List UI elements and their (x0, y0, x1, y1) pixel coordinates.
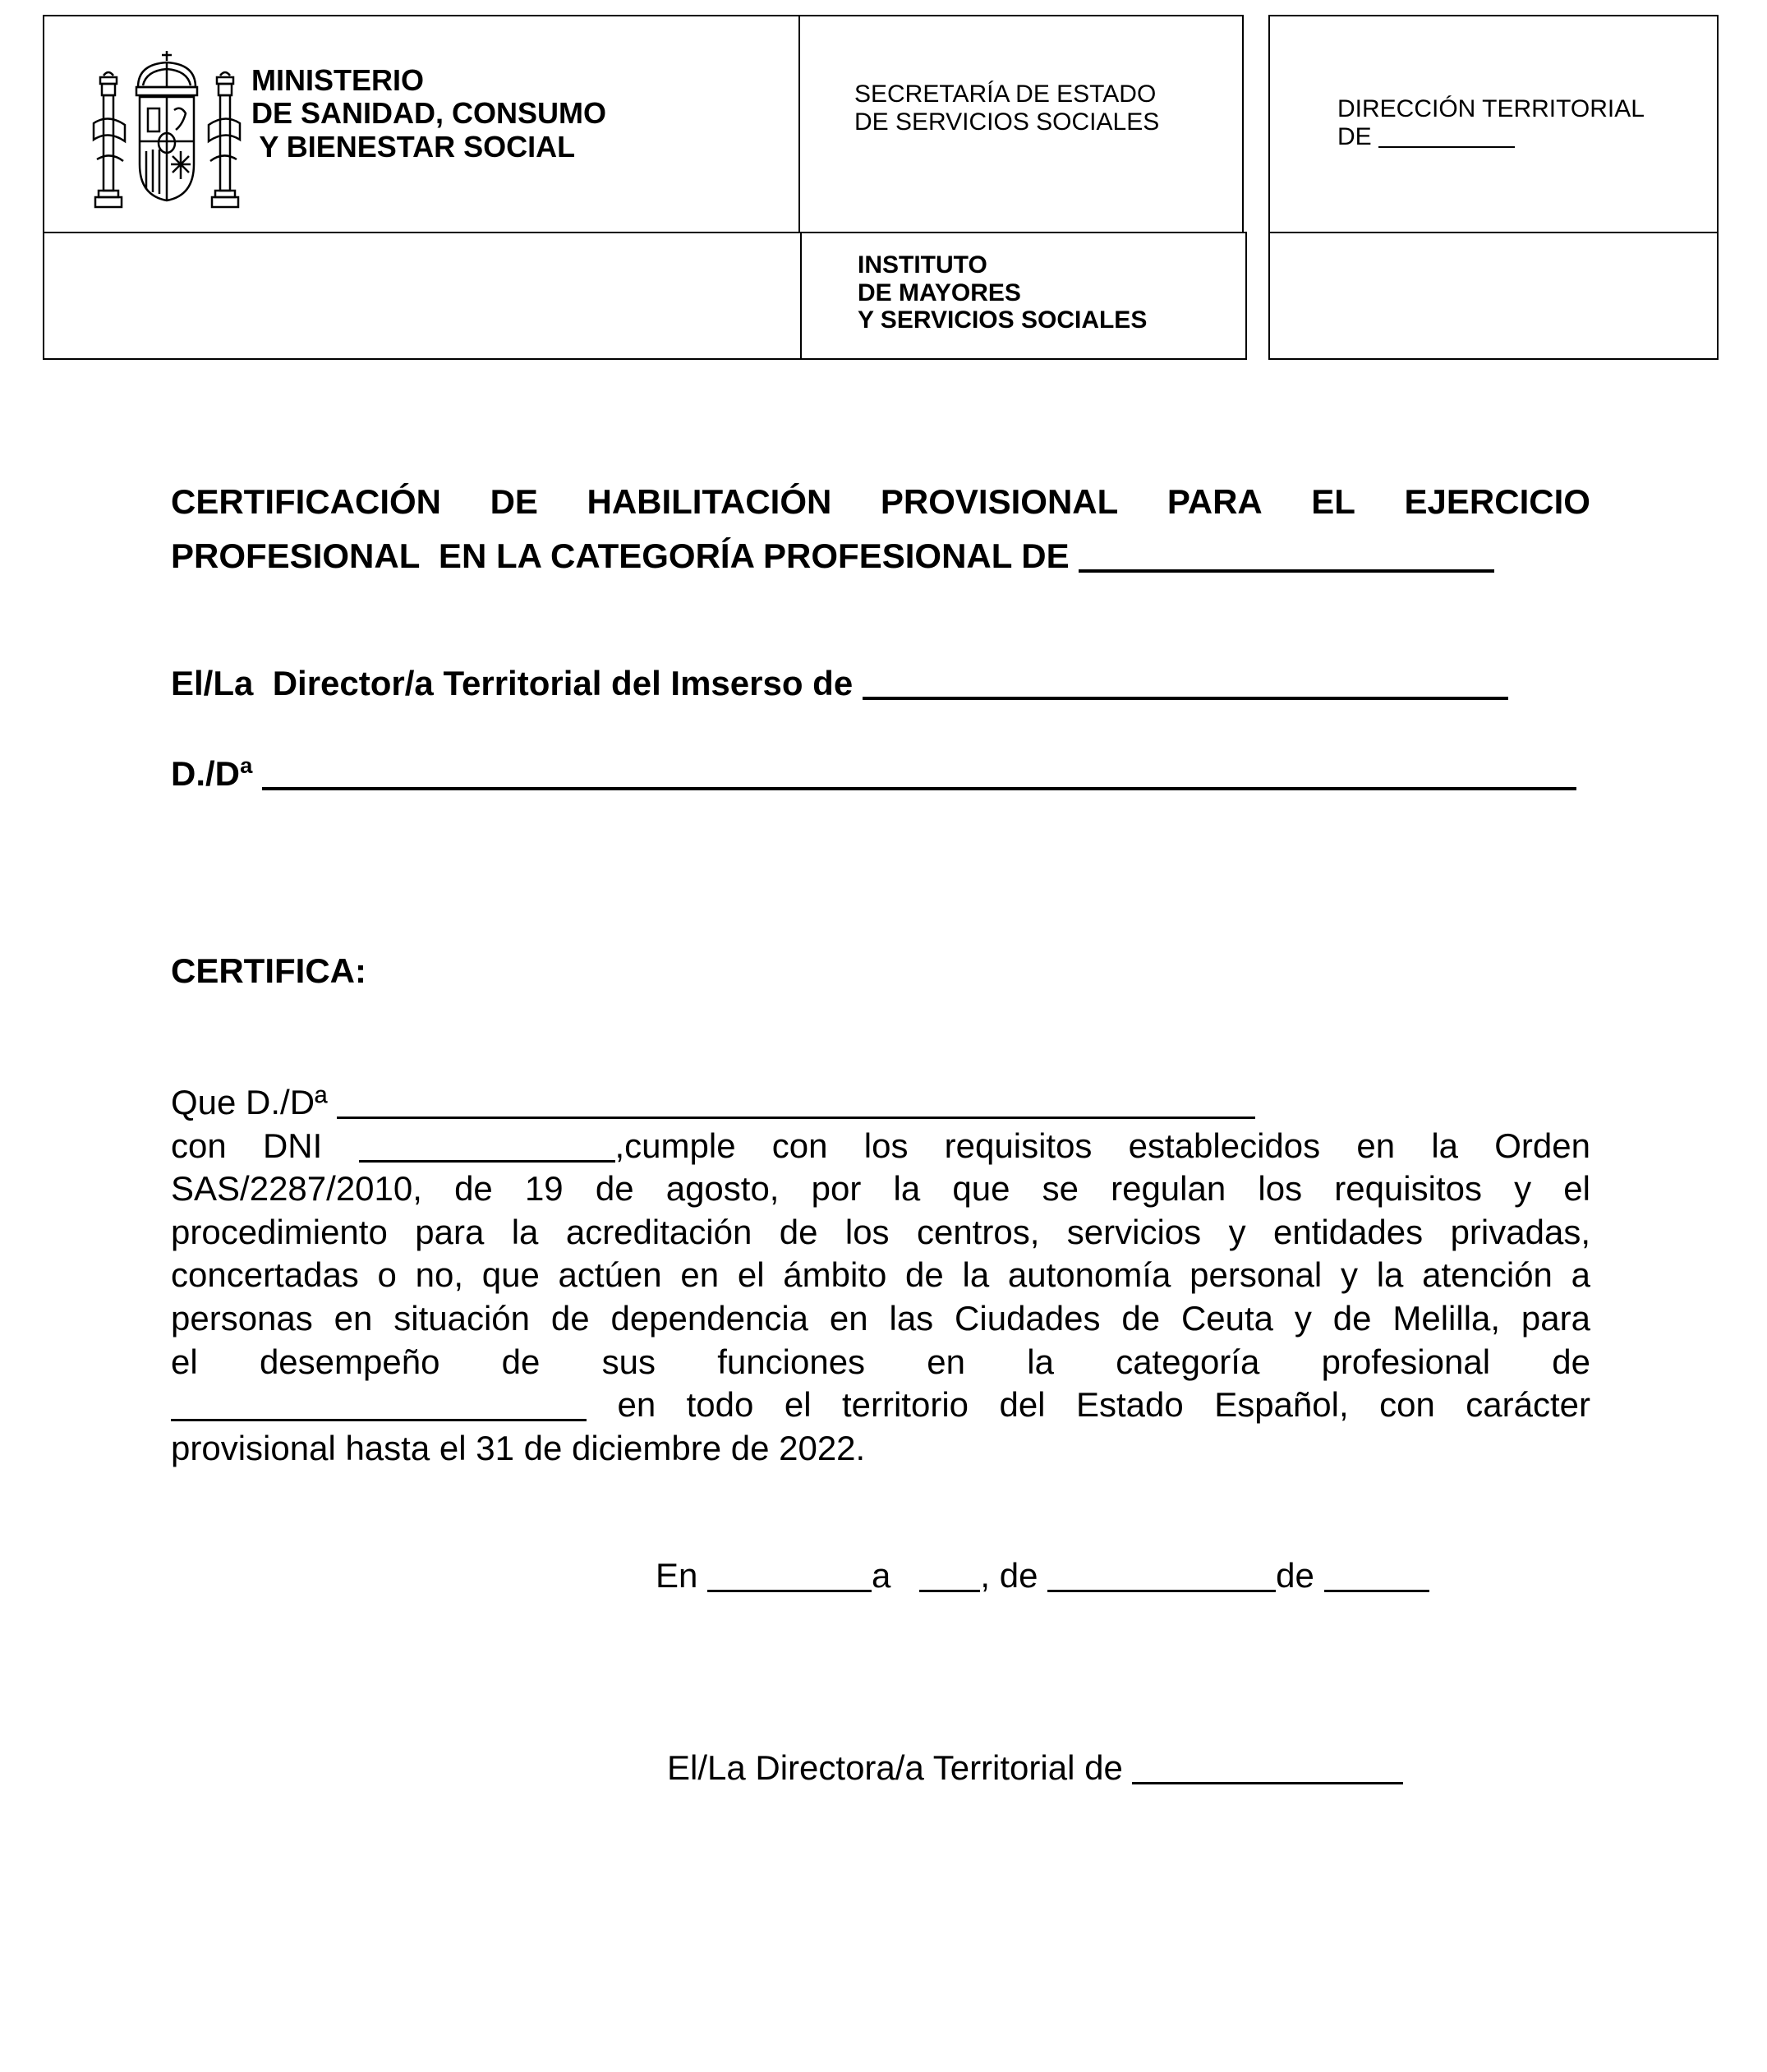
ministry-name (251, 64, 606, 163)
title-word: DE (490, 482, 538, 521)
body-line-1 (171, 1125, 1590, 1168)
date-de2-label: de (1276, 1556, 1314, 1595)
header-lower-left-box (43, 232, 802, 360)
certifica-heading: CERTIFICA: (171, 951, 366, 990)
date-line (656, 1556, 1429, 1595)
que-name-blank[interactable] (337, 1084, 1255, 1119)
direccion-line-1: DIRECCIÓN TERRITORIAL (1337, 95, 1645, 122)
dd-label: D./Dª (171, 754, 253, 793)
signature-territory-blank[interactable] (1132, 1749, 1403, 1784)
director-territory-blank[interactable] (863, 664, 1508, 700)
date-a-label: a (872, 1556, 891, 1595)
certification-body (171, 1081, 1590, 1470)
instituto-name (858, 251, 1147, 334)
body-line-5: personas en situación de dependencia en las Ciudades de Ceuta y de Melilla, para (171, 1298, 1590, 1338)
dd-line (171, 754, 1576, 794)
director-label: El/La Director/a Territorial del Imserso de (171, 664, 854, 702)
direccion-territorial (1337, 95, 1645, 150)
coat-of-arms-emblem (89, 49, 245, 210)
body-line-2: SAS/2287/2010, de 19 de agosto, por la que se regulan los requisitos y el (171, 1169, 1590, 1209)
dni-blank[interactable] (359, 1127, 615, 1163)
dd-name-blank[interactable] (262, 754, 1576, 790)
date-en-label: En (656, 1556, 698, 1595)
body-line-6: el desempeño de sus funciones en la categoría profesional de (171, 1342, 1590, 1381)
header-lower-right-box (1268, 232, 1719, 360)
title-word: HABILITACIÓN (587, 482, 832, 521)
body-line-8: provisional hasta el 31 de diciembre de 2022. (171, 1428, 866, 1467)
body-line-7 (171, 1384, 1590, 1427)
title-word: EJERCICIO (1404, 482, 1590, 521)
categoria-body-blank[interactable] (171, 1386, 587, 1421)
secretaria-line-1: SECRETARÍA DE ESTADO (854, 81, 1157, 108)
instituto-line-3: Y SERVICIOS SOCIALES (858, 306, 1148, 334)
secretaria-name (854, 81, 1159, 136)
date-year-blank[interactable] (1324, 1557, 1429, 1592)
body-line-1-rest: ,cumple con los requisitos establecidos en la Orden (614, 1126, 1590, 1165)
body-line-4: concertadas o no, que actúen en el ámbito de la autonomía personal y la atención a (171, 1255, 1590, 1295)
instituto-line-2: DE MAYORES (858, 279, 1021, 306)
secretaria-line-2: DE SERVICIOS SOCIALES (854, 108, 1160, 136)
title-word: CERTIFICACIÓN (171, 482, 441, 521)
direccion-line-2: DE (1337, 122, 1372, 150)
body-que-line (171, 1081, 1590, 1125)
dni-label: con DNI (171, 1126, 323, 1165)
categoria-blank[interactable] (1079, 536, 1494, 573)
que-label: Que D./Dª (171, 1083, 328, 1121)
date-month-blank[interactable] (1047, 1557, 1276, 1592)
date-de1-label: , de (980, 1556, 1038, 1595)
date-day-blank[interactable] (919, 1557, 980, 1592)
signature-line (667, 1748, 1403, 1788)
instituto-line-1: INSTITUTO (858, 251, 987, 279)
ministry-line-2: DE SANIDAD, CONSUMO (251, 96, 607, 131)
direccion-blank (1378, 123, 1515, 148)
body-line-3: procedimiento para la acreditación de los centros, servicios y entidades privadas, (171, 1212, 1590, 1251)
date-place-blank[interactable] (707, 1557, 872, 1592)
body-line-7-rest: en todo el territorio del Estado Español, con carácter (587, 1385, 1590, 1425)
title-word: EL (1311, 482, 1355, 521)
ministry-line-1: MINISTERIO (251, 63, 425, 97)
document-title (171, 475, 1590, 583)
ministry-line-3: Y BIENESTAR SOCIAL (251, 129, 576, 163)
title-line-2: PROFESIONAL EN LA CATEGORÍA PROFESIONAL DE (171, 536, 1070, 575)
director-line (171, 664, 1508, 703)
title-word: PARA (1166, 482, 1263, 521)
signature-label: El/La Directora/a Territorial de (667, 1748, 1123, 1787)
title-word: PROVISIONAL (880, 482, 1119, 521)
